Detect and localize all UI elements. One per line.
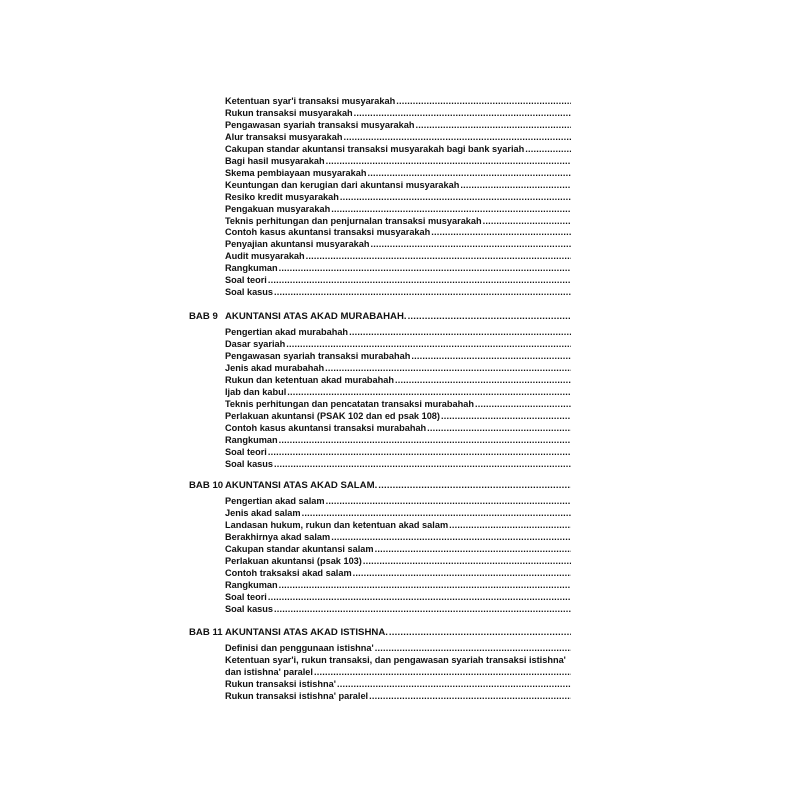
toc-entry-label: Teknis perhitungan dan penjurnalan transaksi musyarakah: [225, 215, 482, 226]
toc-entry[interactable]: [225, 226, 571, 238]
toc-entry-label: Rangkuman: [225, 579, 278, 590]
toc-entry-label: Contoh traksaksi akad salam: [225, 567, 352, 578]
chapter-number: BAB 9: [189, 311, 218, 322]
leader-dots: [353, 567, 571, 579]
toc-entry[interactable]: [225, 131, 571, 143]
leader-dots: [268, 591, 571, 603]
toc-entry-label: Ketentuan syar'i, rukun transaksi, dan pengawasan syariah transaksi istishna': [225, 655, 566, 666]
leader-dots: [363, 555, 571, 567]
leader-dots: [375, 642, 571, 654]
leader-dots: [371, 238, 571, 250]
leader-dots: [349, 326, 571, 338]
leader-dots: [415, 119, 571, 131]
toc-entry-label: Pengakuan musyarakah: [225, 203, 331, 214]
toc-entry-label: Resiko kredit musyarakah: [225, 191, 339, 202]
leader-dots: [354, 107, 571, 119]
leader-dots: [279, 262, 571, 274]
leader-dots: [449, 519, 571, 531]
leader-dots: [337, 678, 571, 690]
toc-entry-label: Soal teori: [225, 275, 267, 286]
leader-dots: [431, 226, 571, 238]
leader-dots: [460, 179, 571, 191]
toc-entry[interactable]: [225, 386, 571, 398]
toc-entry-label: Perlakuan akuntansi (PSAK 102 dan ed psak 108): [225, 410, 440, 421]
toc-entry-label: Ketentuan syar'i transaksi musyarakah: [225, 96, 396, 106]
toc-entry-label: Contoh kasus akuntansi transaksi musyarakah: [225, 227, 431, 238]
toc-entry[interactable]: [225, 107, 571, 119]
toc-entry[interactable]: [225, 286, 571, 298]
toc-entry[interactable]: [225, 567, 571, 579]
toc-entry-label: Cakupan standar akuntansi salam: [225, 543, 374, 554]
leader-dots: [325, 362, 571, 374]
toc-entry-label: Soal kasus: [225, 458, 274, 469]
toc-entry-label: Audit musyarakah: [225, 251, 305, 262]
leader-dots: [411, 350, 571, 362]
toc-entry[interactable]: [225, 458, 571, 470]
toc-entry-label: Teknis perhitungan dan pencatatan transaksi murabahah: [225, 398, 474, 409]
toc-entry[interactable]: [225, 374, 571, 386]
chapter-heading[interactable]: [189, 311, 571, 323]
leader-dots: [483, 215, 571, 227]
toc-entry-label: Pengertian akad salam: [225, 496, 325, 507]
toc-entry[interactable]: [225, 495, 571, 507]
leader-dots: [369, 690, 571, 702]
leader-dots: [274, 286, 571, 298]
toc-entry[interactable]: [225, 179, 571, 191]
leader-dots: [268, 274, 571, 286]
toc-entry[interactable]: [225, 446, 571, 458]
toc-entry[interactable]: [225, 338, 571, 350]
leader-dots: [375, 543, 571, 555]
leader-dots: [343, 131, 571, 143]
leader-dots: [408, 311, 571, 323]
toc-entry-label: Contoh kasus akuntansi transaksi murabahah: [225, 422, 427, 433]
chapter-number: BAB 11: [189, 627, 223, 638]
leader-dots: [378, 480, 571, 492]
toc-entry-label: Skema pembiayaan musyarakah: [225, 167, 367, 178]
toc-entry-label: Rukun transaksi musyarakah: [225, 107, 353, 118]
toc-entry-label: Soal teori: [225, 591, 267, 602]
toc-entry-label: Bagi hasil musyarakah: [225, 155, 325, 166]
toc-entry[interactable]: [225, 531, 571, 543]
toc-entry[interactable]: [225, 95, 571, 107]
leader-dots: [287, 386, 571, 398]
toc-entry[interactable]: [225, 678, 571, 690]
leader-dots: [279, 579, 571, 591]
toc-entry[interactable]: [225, 155, 571, 167]
toc-entry[interactable]: [225, 666, 571, 678]
toc-entry[interactable]: [225, 119, 571, 131]
toc-entry[interactable]: [225, 507, 571, 519]
leader-dots: [314, 666, 571, 678]
leader-dots: [340, 191, 571, 203]
toc-entry[interactable]: [225, 350, 571, 362]
toc-entry[interactable]: [225, 167, 571, 179]
toc-entry[interactable]: [225, 262, 571, 274]
leader-dots: [525, 143, 571, 155]
toc-entry-label: Cakupan standar akuntansi transaksi musyarakah bagi bank syariah: [225, 143, 525, 154]
toc-entry[interactable]: [225, 555, 571, 567]
leader-dots: [274, 603, 571, 615]
toc-entry-label: Penyajian akuntansi musyarakah: [225, 239, 370, 250]
toc-entry-label: Alur transaksi musyarakah: [225, 131, 343, 142]
toc-entry-label: dan istishna' paralel: [225, 667, 313, 678]
toc-entry[interactable]: [225, 519, 571, 531]
toc-entry[interactable]: [225, 434, 571, 446]
leader-dots: [441, 410, 571, 422]
leader-dots: [268, 446, 571, 458]
toc-entry-label: Keuntungan dan kerugian dari akuntansi musyarakah: [225, 179, 460, 190]
leader-dots: [427, 422, 571, 434]
toc-entry-label: Rukun transaksi istishna': [225, 679, 336, 689]
toc-entry[interactable]: [225, 422, 571, 434]
toc-entry[interactable]: [225, 326, 571, 338]
leader-dots: [306, 250, 571, 262]
toc-entry[interactable]: [225, 143, 571, 155]
leader-dots: [475, 398, 571, 410]
toc-entry[interactable]: [225, 579, 571, 591]
toc-entry-label: Definisi dan penggunaan istishna': [225, 643, 374, 654]
toc-entry-label: Perlakuan akuntansi (psak 103): [225, 555, 362, 566]
leader-dots: [395, 374, 571, 386]
toc-entry[interactable]: [225, 238, 571, 250]
toc-entry-label: Rukun transaksi istishna' paralel: [225, 690, 369, 701]
leader-dots: [331, 203, 571, 215]
toc-entry-label: Pengawasan syariah transaksi murabahah: [225, 351, 411, 362]
leader-dots: [286, 338, 571, 350]
toc-entry[interactable]: [225, 642, 571, 654]
toc-entry[interactable]: [225, 274, 571, 286]
chapter-title: AKUNTANSI ATAS AKAD SALAM.: [225, 480, 378, 491]
toc-entry-label: Rangkuman: [225, 434, 278, 445]
toc-entry[interactable]: [225, 215, 571, 227]
leader-dots: [302, 507, 571, 519]
chapter-heading[interactable]: [189, 480, 571, 492]
leader-dots: [326, 495, 571, 507]
toc-entry[interactable]: [225, 543, 571, 555]
toc-entry-label: Soal teori: [225, 446, 267, 457]
leader-dots: [367, 167, 571, 179]
leader-dots: [279, 434, 571, 446]
chapter-title: AKUNTANSI ATAS AKAD ISTISHNA.: [225, 627, 388, 638]
toc-entry[interactable]: [225, 362, 571, 374]
leader-dots: [396, 95, 571, 107]
toc-entry-label: Ijab dan kabul: [225, 386, 287, 397]
toc-entry-label: Jenis akad murabahah: [225, 363, 325, 373]
toc-entry-label: Pengertian akad murabahah: [225, 327, 349, 338]
toc-entry[interactable]: [225, 591, 571, 603]
leader-dots: [389, 627, 571, 639]
toc-entry[interactable]: [225, 410, 571, 422]
chapter-title: AKUNTANSI ATAS AKAD MURABAHAH.: [225, 311, 407, 322]
toc-entry-label: Soal kasus: [225, 287, 274, 298]
leader-dots: [331, 531, 571, 543]
toc-entry-label: Jenis akad salam: [225, 508, 301, 519]
toc-entry[interactable]: [225, 654, 571, 666]
toc-entry-label: Rukun dan ketentuan akad murabahah: [225, 374, 394, 385]
toc-entry[interactable]: [225, 398, 571, 410]
toc-entry-label: Dasar syariah: [225, 339, 286, 350]
toc-entry-label: Landasan hukum, rukun dan ketentuan akad salam: [225, 520, 449, 531]
toc-entry[interactable]: [225, 690, 571, 702]
toc-entry[interactable]: [225, 250, 571, 262]
chapter-heading[interactable]: [189, 627, 571, 639]
leader-dots: [326, 155, 571, 167]
toc-entry-label: Pengawasan syariah transaksi musyarakah: [225, 119, 415, 130]
toc-entry-label: Rangkuman: [225, 263, 278, 274]
chapter-number: BAB 10: [189, 480, 224, 491]
toc-entry[interactable]: [225, 203, 571, 215]
leader-dots: [274, 458, 571, 470]
toc-entry-label: Soal kasus: [225, 603, 274, 614]
toc-entry-label: Berakhirnya akad salam: [225, 532, 331, 542]
toc-entry[interactable]: [225, 191, 571, 203]
toc-entry[interactable]: [225, 603, 571, 615]
